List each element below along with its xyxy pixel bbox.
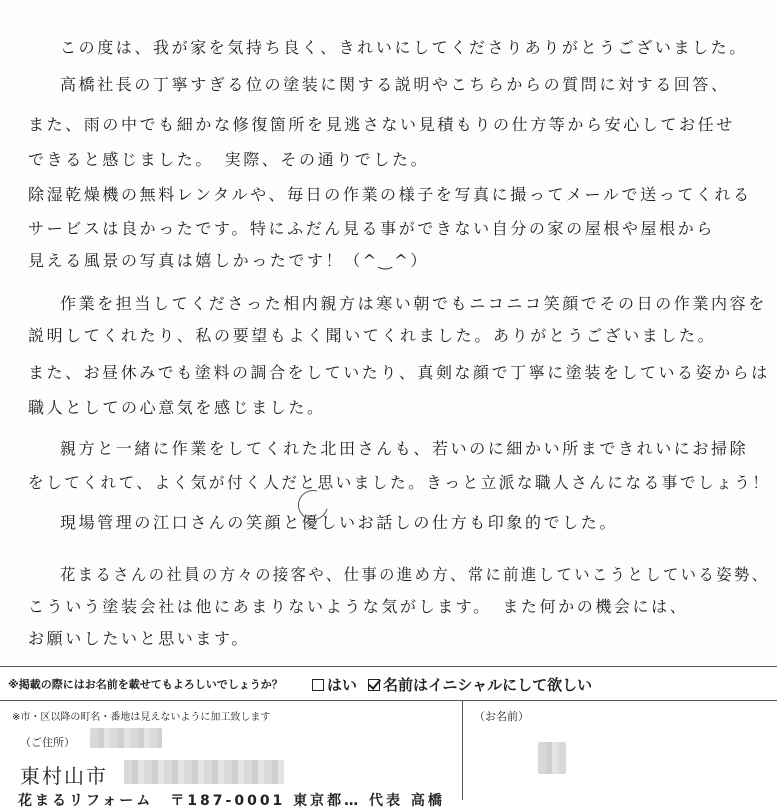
name-label: （お名前） [474, 710, 529, 723]
option-yes[interactable] [312, 674, 357, 695]
letter-line: お願いしたいと思います。 [28, 629, 250, 648]
checkbox-unchecked[interactable] [312, 679, 324, 691]
letter-line: 現場管理の江口さんの笑顔と優しいお話しの仕方も印象的でした。 [60, 513, 619, 532]
letter-line: また、お昼休みでも塗料の調合をしていたり、真剣な顔で丁寧に塗装をしている姿からは [28, 363, 770, 382]
letter-line: サービスは良かったです。特にふだん見る事ができない自分の家の屋根や屋根から [28, 219, 715, 238]
letter-line: 見える風景の写真は嬉しかったです！（^‿^） [28, 251, 429, 270]
letter-line: 高橋社長の丁寧すぎる位の塗装に関する説明やこちらからの質問に対する回答、 [60, 75, 730, 94]
address-label: （ご住所） [20, 736, 75, 749]
letter-line: こういう塗装会社は他にあまりないような気がします。 また何かの機会には、 [28, 597, 689, 616]
letter-line: この度は、我が家を気持ち良く、きれいにしてくださりありがとうございました。 [60, 38, 748, 57]
address-note: ※市・区以降の町名・番地は見えないように加工致します [12, 712, 271, 723]
letter-line: 職人としての心意気を感じました。 [28, 398, 326, 417]
letter-line: また、雨の中でも細かな修復箇所を見逃さない見積もりの仕方等から安心してお任せ [28, 115, 735, 134]
column-divider [462, 700, 463, 800]
letter-line: 作業を担当してくださった相内親方は寒い朝でもニコニコ笑顔でその日の作業内容を [60, 294, 767, 313]
letter-line: 親方と一緒に作業をしてくれた北田さんも、若いのに細かい所まできれいにお掃除 [60, 439, 749, 458]
name-permission-question: ※掲載の際にはお名前を載せてもよろしいでしょうか？ [8, 678, 283, 691]
option-initial-label: 名前はイニシャルにして欲しい [383, 676, 593, 694]
option-initial[interactable] [368, 674, 592, 695]
divider [0, 666, 777, 667]
letter-line: をしてくれて、よく気が付く人だと思いました。きっと立派な職人さんになる事でしょう！ [28, 473, 771, 492]
divider [0, 700, 777, 701]
redacted-name [538, 742, 566, 774]
letter-line: 花まるさんの社員の方々の接客や、仕事の進め方、常に前進していこうとしている姿勢、 [60, 565, 770, 584]
redacted-postal-code [90, 728, 162, 748]
company-footer-cut: 花まるリフォーム 〒187-0001 東京都… 代表 高橋 [18, 793, 445, 809]
redacted-address [124, 760, 284, 784]
option-yes-label: はい [327, 676, 358, 694]
city-name: 東村山市 [20, 764, 108, 788]
letter-line: 除湿乾燥機の無料レンタルや、毎日の作業の様子を写真に撮ってメールで送ってくれる [28, 185, 752, 204]
letter-line: 説明してくれたり、私の要望もよく聞いてくれました。ありがとうございました。 [28, 326, 717, 345]
letter-line: できると感じました。 実際、その通りでした。 [28, 150, 430, 169]
checkbox-checked[interactable] [368, 679, 380, 691]
